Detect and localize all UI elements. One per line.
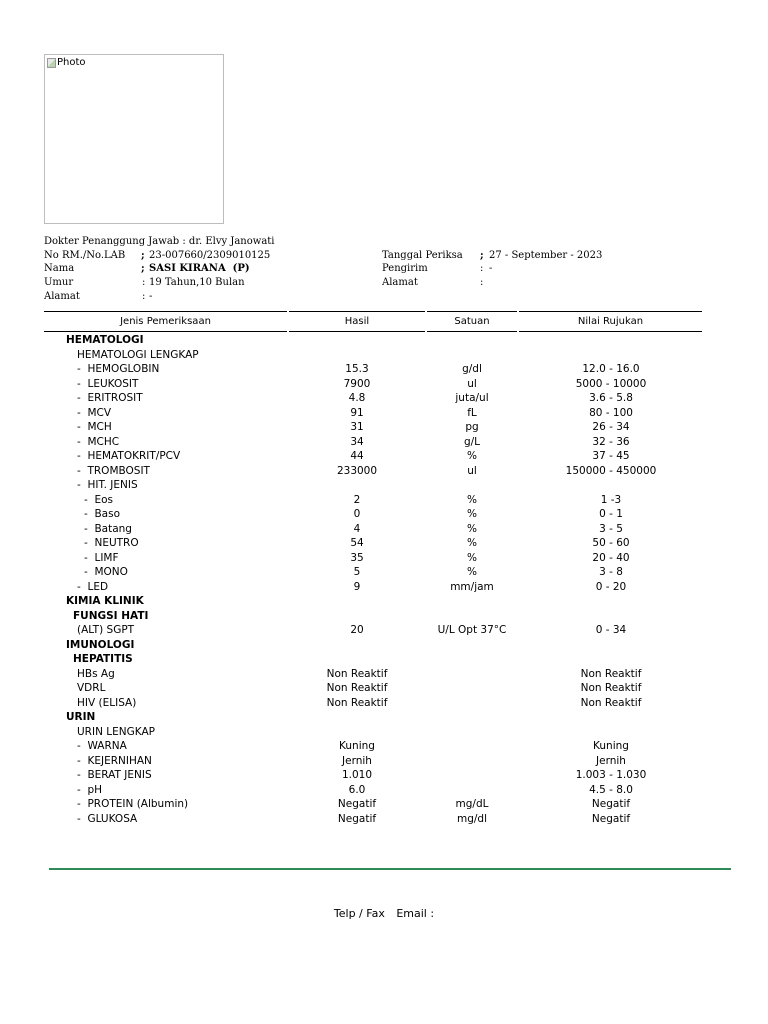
test-reference: 37 - 45 — [592, 450, 630, 462]
header-hasil: Hasil — [289, 311, 425, 332]
test-result: 4 — [353, 522, 361, 535]
test-name: - TROMBOSIT — [77, 464, 150, 477]
test-unit: ul — [467, 464, 477, 477]
test-reference: 5000 - 10000 — [575, 377, 647, 390]
test-name: - Eos — [84, 493, 113, 506]
table-row — [0, 726, 768, 741]
test-result: Non Reaktif — [326, 667, 388, 680]
test-name: - MCHC — [77, 435, 120, 448]
test-result: 7900 — [343, 377, 371, 390]
test-name: - LED — [77, 580, 109, 593]
dokter-penanggung-jawab: Dokter Penanggung Jawab : dr. Elvy Janowati — [44, 236, 275, 247]
nama-label: Nama — [44, 263, 75, 274]
test-reference: 3 - 5 — [599, 522, 623, 535]
table-row — [0, 465, 768, 480]
test-reference: 32 - 36 — [592, 435, 630, 448]
test-unit: mg/dL — [455, 798, 489, 810]
test-reference: Negatif — [591, 812, 631, 825]
photo-alt-text: Photo — [57, 57, 86, 68]
test-result: 34 — [350, 435, 364, 448]
test-name: IMUNOLOGI — [66, 638, 135, 651]
alamat-label: Alamat — [44, 291, 80, 302]
table-row — [0, 581, 768, 596]
test-reference: 20 - 40 — [592, 551, 630, 564]
table-row — [0, 392, 768, 407]
test-reference: 0 - 20 — [595, 580, 627, 593]
table-row — [0, 523, 768, 538]
pengirim-separator: : — [480, 263, 484, 274]
header-rujukan: Nilai Rujukan — [519, 311, 702, 332]
table-row — [0, 784, 768, 799]
table-row — [0, 508, 768, 523]
test-result: 31 — [350, 421, 364, 433]
test-name: - HEMOGLOBIN — [77, 363, 160, 375]
test-name: - Batang — [84, 522, 132, 535]
test-name: - MCV — [77, 406, 112, 419]
test-unit: mm/jam — [450, 580, 494, 593]
table-row — [0, 610, 768, 625]
table-row — [0, 740, 768, 755]
table-row — [0, 334, 768, 349]
table-row — [0, 421, 768, 436]
test-reference: Non Reaktif — [580, 667, 642, 680]
test-reference: 0 - 34 — [595, 624, 627, 636]
test-unit: g/dl — [462, 363, 482, 375]
table-row — [0, 639, 768, 654]
test-unit: % — [467, 522, 477, 535]
test-name: - ERITROSIT — [77, 392, 143, 404]
test-name: - HIT. JENIS — [77, 479, 138, 491]
test-reference: 4.5 - 8.0 — [589, 783, 633, 796]
table-row — [0, 407, 768, 422]
test-name: - KEJERNIHAN — [77, 754, 152, 767]
results-table-header — [44, 311, 702, 333]
test-name: - HEMATOKRIT/PCV — [77, 450, 181, 462]
header-jenis: Jenis Pemeriksaan — [44, 311, 287, 332]
table-row — [0, 697, 768, 712]
test-result: Negatif — [337, 812, 377, 825]
table-row — [0, 552, 768, 567]
test-name: FUNGSI HATI — [73, 609, 149, 622]
test-name: - WARNA — [77, 740, 127, 752]
test-name: - MONO — [84, 566, 128, 578]
tanggal-label: Tanggal Periksa — [382, 250, 463, 261]
table-row — [0, 595, 768, 610]
table-row — [0, 653, 768, 668]
test-unit: fL — [467, 406, 477, 419]
test-name: - LIMF — [84, 551, 119, 564]
test-reference: 80 - 100 — [589, 406, 633, 419]
test-result: Negatif — [337, 798, 377, 810]
test-unit: g/L — [463, 435, 481, 448]
footer-divider — [49, 868, 731, 870]
test-name: - NEUTRO — [84, 537, 139, 549]
test-name: HIV (ELISA) — [77, 696, 137, 709]
test-result: Non Reaktif — [326, 696, 388, 709]
test-reference: 50 - 60 — [592, 537, 630, 549]
nama-value: SASI KIRANA (P) — [149, 263, 250, 274]
test-result: 54 — [350, 537, 364, 549]
test-unit: juta/ul — [455, 392, 489, 404]
rm-label: No RM./No.LAB — [44, 250, 126, 261]
test-reference: 3.6 - 5.8 — [589, 392, 633, 404]
test-name: HBs Ag — [77, 667, 115, 680]
test-name: - PROTEIN (Albumin) — [77, 798, 189, 810]
alamat2-separator: : — [480, 277, 484, 288]
test-unit: pg — [465, 421, 479, 433]
test-unit: % — [467, 537, 477, 549]
test-name: HEMATOLOGI — [66, 334, 144, 346]
test-name: URIN — [66, 711, 96, 723]
table-row — [0, 378, 768, 393]
table-row — [0, 755, 768, 770]
table-row — [0, 450, 768, 465]
test-unit: % — [467, 493, 477, 506]
test-result: 35 — [350, 551, 364, 564]
test-name: - GLUKOSA — [77, 812, 138, 825]
table-row — [0, 682, 768, 697]
test-name: URIN LENGKAP — [77, 725, 155, 738]
test-name: KIMIA KLINIK — [66, 595, 144, 607]
header-satuan: Satuan — [427, 311, 517, 332]
test-name: - BERAT JENIS — [77, 769, 152, 781]
test-reference: 1.003 - 1.030 — [575, 769, 647, 781]
test-result: 44 — [350, 450, 364, 462]
tanggal-value: 27 - September - 2023 — [489, 250, 603, 261]
test-unit: mg/dl — [456, 812, 487, 825]
test-unit: % — [467, 566, 477, 578]
table-row — [0, 769, 768, 784]
test-name: - LEUKOSIT — [77, 377, 139, 390]
alamat2-label: Alamat — [382, 277, 418, 288]
tanggal-separator: ; — [480, 250, 484, 261]
test-result: 4.8 — [348, 392, 366, 404]
rm-separator: ; — [141, 250, 145, 261]
table-row — [0, 566, 768, 581]
footer-telp: Telp / Fax — [333, 907, 385, 920]
test-reference: 26 - 34 — [592, 421, 630, 433]
test-reference: Negatif — [591, 798, 631, 810]
test-unit: U/L Opt 37°C — [437, 624, 507, 636]
umur-separator: : — [142, 277, 146, 288]
table-row — [0, 624, 768, 639]
test-reference: 3 - 8 — [599, 566, 623, 578]
test-reference: Non Reaktif — [580, 696, 642, 709]
table-row — [0, 436, 768, 451]
alamat-separator: : — [142, 291, 146, 302]
table-row — [0, 494, 768, 509]
test-result: 15.3 — [345, 363, 369, 375]
test-name: - MCH — [77, 421, 112, 433]
table-row — [0, 813, 768, 828]
test-reference: 0 - 1 — [599, 508, 623, 520]
rm-value: 23-007660/2309010125 — [149, 250, 271, 261]
umur-label: Umur — [44, 277, 74, 288]
table-row — [0, 711, 768, 726]
test-unit: ul — [467, 377, 477, 390]
test-reference: Jernih — [596, 754, 626, 767]
test-result: Jernih — [342, 754, 372, 767]
test-result: 233000 — [336, 464, 378, 477]
test-result: 1.010 — [341, 769, 373, 781]
alamat-value: - — [149, 291, 153, 302]
test-name: HEPATITIS — [73, 653, 133, 665]
test-result: 6.0 — [348, 783, 366, 796]
table-row — [0, 479, 768, 494]
test-result: Kuning — [339, 740, 375, 752]
test-result: 91 — [350, 406, 364, 419]
test-reference: 150000 - 450000 — [565, 464, 657, 477]
test-reference: 1 -3 — [600, 493, 622, 506]
test-result: Non Reaktif — [326, 682, 388, 694]
test-name: - pH — [77, 783, 103, 796]
test-name: - Baso — [84, 508, 120, 520]
pengirim-value: - — [489, 263, 493, 274]
table-row — [0, 363, 768, 378]
test-reference: 12.0 - 16.0 — [582, 363, 640, 375]
test-unit: % — [467, 551, 477, 564]
table-row — [0, 798, 768, 813]
nama-separator: ; — [141, 263, 145, 274]
footer-email: Email : — [396, 907, 435, 920]
test-name: VDRL — [77, 682, 106, 694]
test-name: (ALT) SGPT — [77, 624, 135, 636]
test-result: 5 — [353, 566, 361, 578]
test-result: 2 — [353, 493, 361, 506]
pengirim-label: Pengirim — [382, 263, 428, 274]
test-result: 0 — [353, 508, 361, 520]
test-reference: Kuning — [593, 740, 629, 752]
table-row — [0, 668, 768, 683]
table-row — [0, 349, 768, 364]
test-result: 20 — [350, 624, 364, 636]
test-name: HEMATOLOGI LENGKAP — [77, 348, 199, 361]
umur-value: 19 Tahun,10 Bulan — [149, 277, 245, 288]
footer — [0, 907, 768, 920]
test-reference: Non Reaktif — [580, 682, 642, 694]
test-unit: % — [467, 508, 477, 520]
test-result: 9 — [353, 580, 361, 593]
table-row — [0, 537, 768, 552]
test-unit: % — [467, 450, 477, 462]
patient-info — [0, 0, 768, 310]
